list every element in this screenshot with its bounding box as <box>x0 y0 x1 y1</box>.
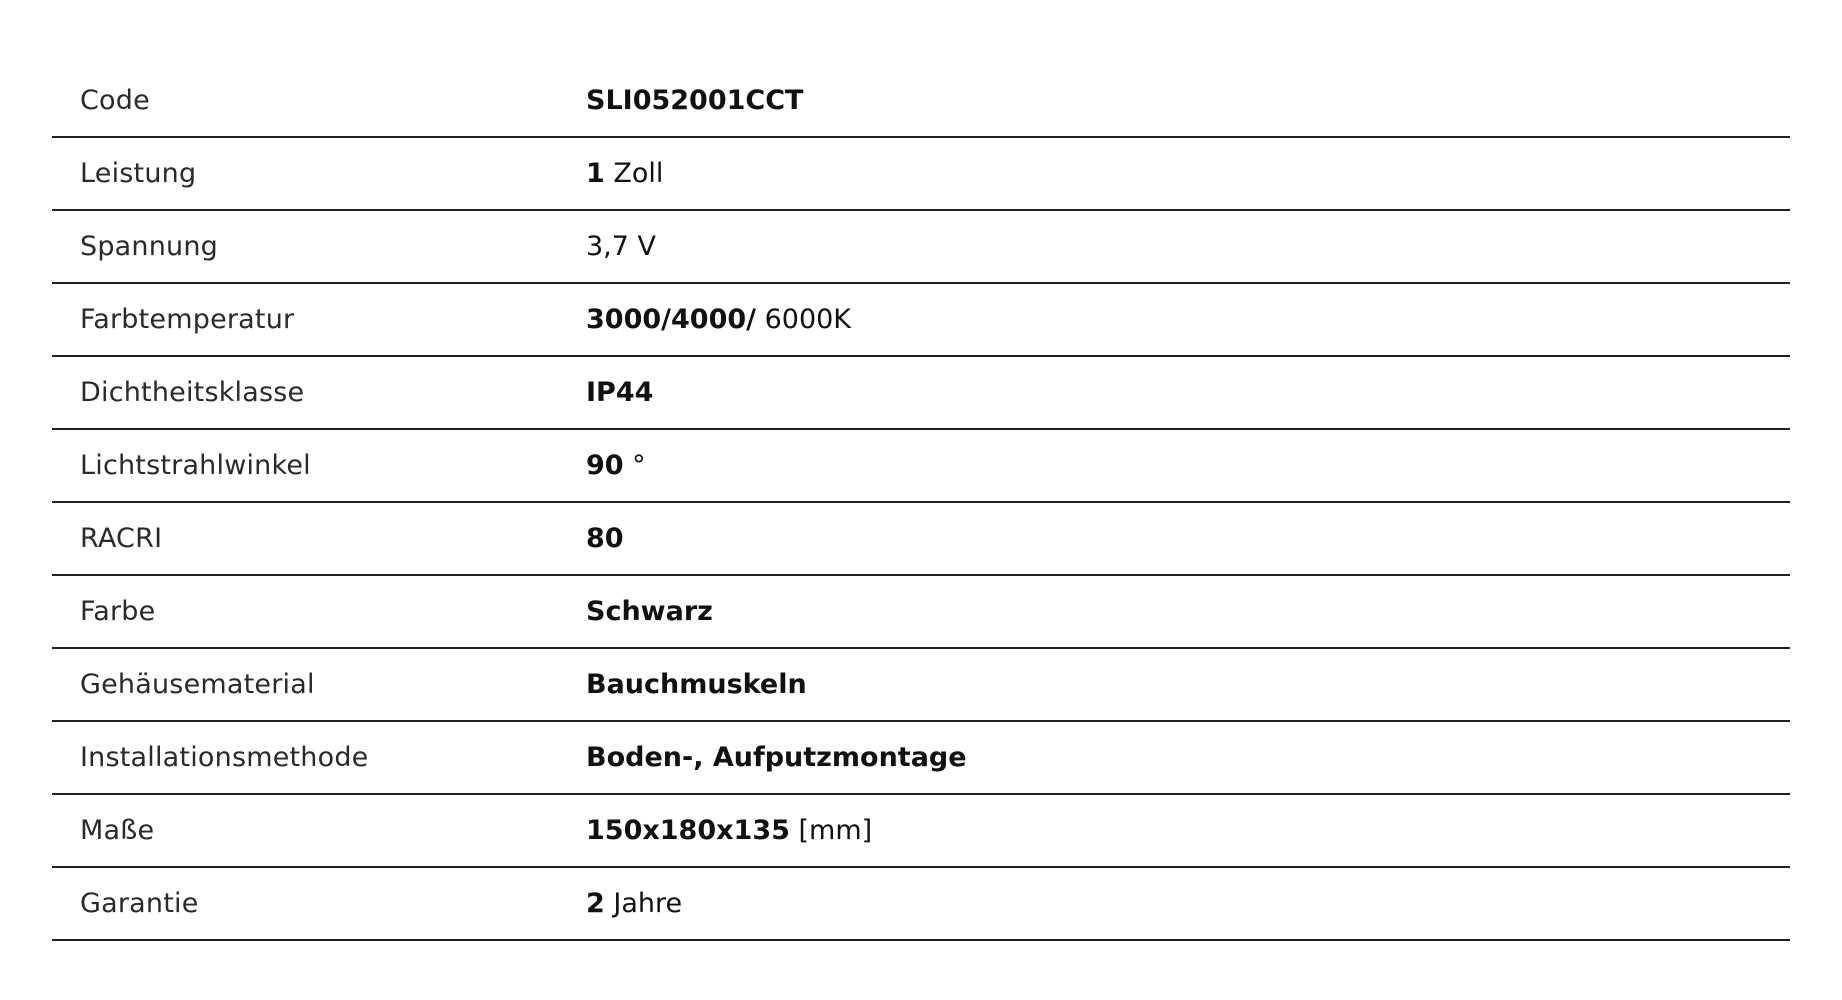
spec-value <box>586 596 1790 627</box>
spec-value <box>586 742 1790 773</box>
spec-value-bold: IP44 <box>586 377 654 408</box>
spec-label: Farbtemperatur <box>80 304 295 335</box>
spec-value-bold: 3000/4000/ <box>586 304 757 335</box>
spec-row-farbtemperatur <box>52 284 1790 357</box>
spec-label: Maße <box>80 815 155 846</box>
spec-row-spannung <box>52 211 1790 284</box>
spec-label: Leistung <box>80 158 197 189</box>
spec-value-bold: 1 <box>586 158 605 189</box>
spec-value-regular: Jahre <box>604 888 683 919</box>
spec-row-masse <box>52 795 1790 868</box>
spec-table <box>52 65 1790 941</box>
spec-row-farbe <box>52 576 1790 649</box>
spec-value <box>586 523 1790 554</box>
spec-value-regular: 6000K <box>756 304 852 335</box>
spec-value-bold: SLI052001CCT <box>586 85 804 116</box>
spec-label: Spannung <box>80 231 219 262</box>
spec-value <box>586 158 1790 189</box>
spec-value-bold: Bauchmuskeln <box>586 669 807 700</box>
spec-value-bold: Schwarz <box>586 596 713 627</box>
spec-value <box>586 888 1790 919</box>
spec-value-regular: ° <box>623 450 646 481</box>
spec-value <box>586 304 1790 335</box>
spec-value <box>586 815 1790 846</box>
spec-label: Lichtstrahlwinkel <box>80 450 311 481</box>
spec-row-racri <box>52 503 1790 576</box>
spec-row-code <box>52 65 1790 138</box>
spec-row-lichtstrahlwinkel <box>52 430 1790 503</box>
spec-value-regular: Zoll <box>604 158 664 189</box>
spec-value-bold: 150x180x135 <box>586 815 790 846</box>
spec-value <box>586 669 1790 700</box>
spec-value <box>586 85 1790 116</box>
spec-row-dichtheitsklasse <box>52 357 1790 430</box>
spec-value <box>586 377 1790 408</box>
spec-value-bold: 80 <box>586 523 624 554</box>
spec-row-garantie <box>52 868 1790 941</box>
spec-label: Dichtheitsklasse <box>80 377 305 408</box>
spec-label: Garantie <box>80 888 199 919</box>
spec-value-bold: 2 <box>586 888 605 919</box>
spec-row-installationsmethode <box>52 722 1790 795</box>
spec-value-bold: Boden-, Aufputzmontage <box>586 742 967 773</box>
spec-label: RACRI <box>80 523 163 554</box>
spec-label: Code <box>80 85 150 116</box>
spec-value <box>586 231 1790 262</box>
spec-label: Farbe <box>80 596 156 627</box>
spec-value-regular: [mm] <box>789 815 873 846</box>
spec-row-gehaeusematerial <box>52 649 1790 722</box>
spec-value-regular: 3,7 V <box>586 231 656 262</box>
spec-value <box>586 450 1790 481</box>
spec-value-bold: 90 <box>586 450 624 481</box>
spec-label: Installationsmethode <box>80 742 369 773</box>
spec-label: Gehäusematerial <box>80 669 315 700</box>
spec-row-leistung <box>52 138 1790 211</box>
